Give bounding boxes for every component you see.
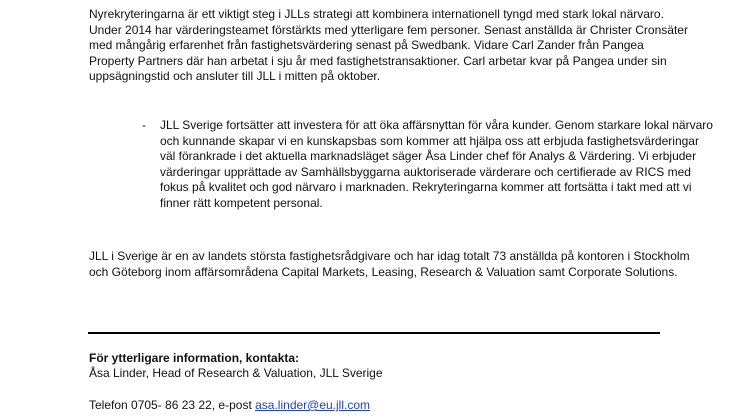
bullet-line: värderingar upprättade av Samhällsbyggarna auktoriserade värderare och certifierade av RICS med <box>160 164 691 179</box>
about-line: och Göteborg inom affärsområdena Capital Markets, Leasing, Research & Valuation samt Corporate Solutions. <box>89 264 678 279</box>
bullet-line: fokus på kvalitet och god närvaro i marknaden. Rekryteringarna kommer att fortsätta i takt med att vi <box>160 180 692 194</box>
bullet-marker: - <box>142 118 146 132</box>
contact-phone-line <box>89 398 370 414</box>
about-paragraph <box>89 249 709 280</box>
bullet-line: finner rätt kompetent personal. <box>160 195 323 210</box>
contact-heading: För ytterligare information, kontakta: <box>89 351 300 365</box>
bullet-line: väl förankrade i det aktuella marknadsläget säger Åsa Linder chef för Analys & Värdering. Vi erbjuder <box>160 149 697 163</box>
intro-line: med mångårig erfarenhet från fastighetsvärdering senast på Swedbank. Vidare Carl Zander från Pangea <box>89 38 644 52</box>
horizontal-divider <box>88 332 660 334</box>
bullet-item <box>160 118 713 211</box>
intro-paragraph <box>89 7 689 85</box>
bullet-line: JLL Sverige fortsätter att investera för att öka affärsnyttan för våra kunder. Genom starkare lokal närvaro <box>160 118 713 132</box>
contact-name: Åsa Linder, Head of Research & Valuation, JLL Sverige <box>89 366 383 380</box>
phone-text: Telefon 0705- 86 23 22, e-post <box>89 398 256 412</box>
about-line: JLL i Sverige är en av landets största fastighetsrådgivare och har idag totalt 73 anställda på kontoren i Stockholm <box>89 249 690 263</box>
email-link[interactable]: asa.linder@eu.jll.com <box>255 398 371 412</box>
bullet-line: och kunnande skapar vi en kunskapsbas som kommer att hjälpa oss att erbjuda fastighetsvärderingar <box>160 133 699 148</box>
intro-line: Nyrekryteringarna är ett viktigt steg i JLLs strategi att kombinera internationell tyngd med stark lokal närvaro. <box>89 7 664 21</box>
intro-line: Property Partners där han arbetat i sju år med fastighetstransaktioner. Carl arbetar kvar på Pangea under sin <box>89 53 667 68</box>
intro-line: uppsägningstid och ansluter till JLL i mitten på oktober. <box>89 69 381 83</box>
intro-line: Under 2014 har värderingsteamet förstärkts med ytterligare fem personer. Senast anställda är Christer Cronsäter <box>89 22 688 37</box>
